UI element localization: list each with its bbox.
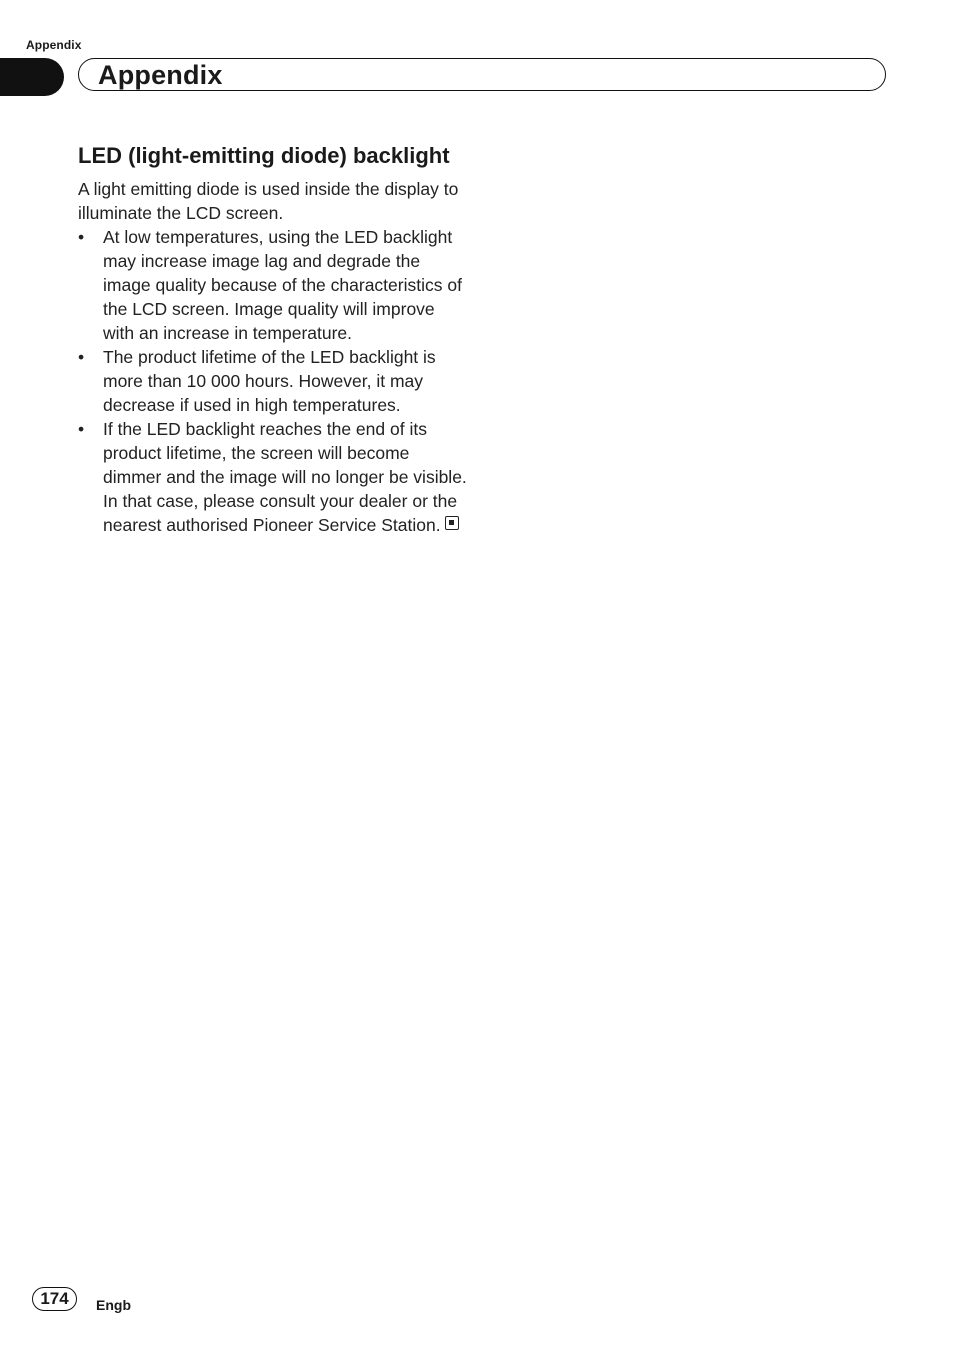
bullet-icon: •: [78, 227, 85, 247]
end-of-section-icon: [445, 516, 459, 530]
list-item-text: The product lifetime of the LED backlight is more than 10 000 hours. However, it may decrease if used in high temperatures.: [103, 347, 436, 415]
page-number: 174: [32, 1287, 77, 1311]
section-tab: [0, 58, 64, 96]
list-item: [78, 345, 470, 417]
bullet-list: [78, 225, 470, 537]
section-heading: LED (light-emitting diode) backlight: [78, 143, 450, 168]
bullet-icon: •: [78, 347, 85, 367]
list-item: [78, 417, 470, 537]
list-item: [78, 225, 470, 345]
bullet-icon: •: [78, 419, 85, 439]
page-title: Appendix: [98, 60, 223, 90]
main-content: [78, 142, 470, 537]
intro-paragraph: A light emitting diode is used inside the display to illuminate the LCD screen.: [78, 179, 459, 223]
list-item-text: At low temperatures, using the LED backlight may increase image lag and degrade the image quality because of the characteristics of the LCD screen. Image quality will improve with an increase in temperature.: [103, 227, 462, 343]
running-head: Appendix: [26, 38, 82, 52]
list-item-text: If the LED backlight reaches the end of its product lifetime, the screen will become dimmer and the image will no longer be visible. In that case, please consult your dealer or the nearest authorised Pioneer Service Station.: [103, 419, 467, 535]
language-code: Engb: [96, 1297, 131, 1313]
